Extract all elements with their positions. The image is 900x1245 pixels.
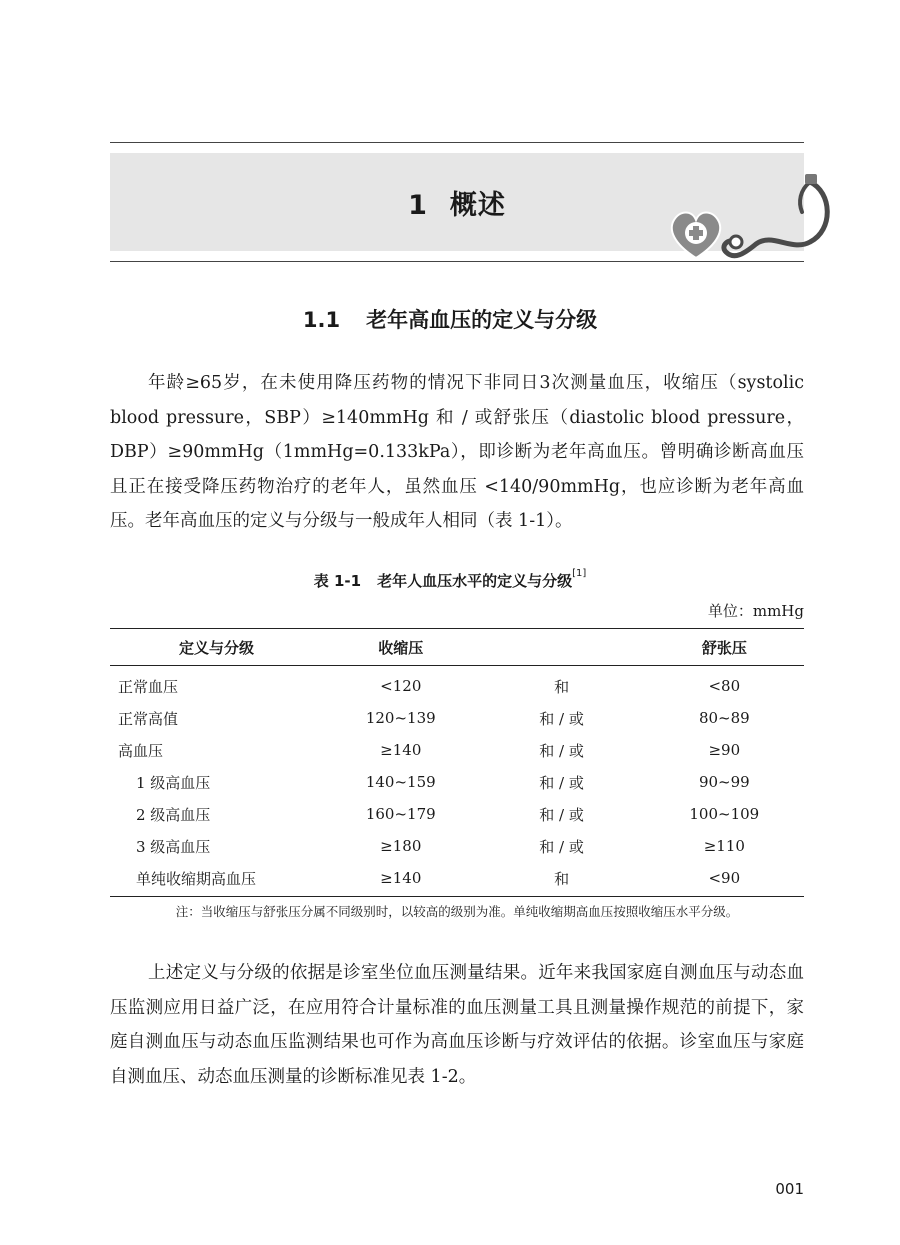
section-title xyxy=(0,304,900,334)
cell-definition: 3 级高血压 xyxy=(136,837,211,856)
cell-diastolic: 100~109 xyxy=(689,805,760,823)
cell-connector: 和 / 或 xyxy=(539,741,584,760)
cell-connector: 和 / 或 xyxy=(539,805,584,824)
cell-diastolic: 90~99 xyxy=(698,773,750,791)
table-note: 注：当收缩压与舒张压分属不同级别时，以较高的级别为准。单纯收缩期高血压按照收缩压水平分级。 xyxy=(175,904,739,919)
cell-systolic: 140~159 xyxy=(365,773,436,791)
header-definition: 定义与分级 xyxy=(110,629,323,666)
cell-connector: 和 xyxy=(554,677,570,696)
table-row xyxy=(110,702,804,734)
table-caption xyxy=(0,570,900,591)
table-title: 老年人血压水平的定义与分级 xyxy=(377,572,573,590)
cell-definition: 2 级高血压 xyxy=(136,805,211,824)
cell-connector: 和 / 或 xyxy=(539,773,584,792)
cell-diastolic: ≥110 xyxy=(703,837,745,855)
cell-diastolic: 80~89 xyxy=(698,709,750,727)
header-connector xyxy=(479,629,645,666)
cell-systolic: ≥140 xyxy=(380,741,422,759)
cell-systolic: 120~139 xyxy=(365,709,436,727)
cell-diastolic: <80 xyxy=(708,677,741,695)
paragraph-measurement-basis: 上述定义与分级的依据是诊室坐位血压测量结果。近年来我国家庭自测血压与动态血压监测应用日益广泛，在应用符合计量标准的血压测量工具且测量操作规范的前提下，家庭自测血压与动态血压监测结果也可作为高血压诊断与疗效评估的依据。诊室血压与家庭自测血压、动态血压测量的诊断标准见表 1-2。 xyxy=(110,963,804,1087)
cell-systolic: ≥180 xyxy=(380,837,422,855)
header-systolic: 收缩压 xyxy=(323,629,479,666)
table-row xyxy=(110,734,804,766)
cell-definition: 正常血压 xyxy=(118,677,179,696)
stethoscope-heart-icon xyxy=(660,172,840,264)
table-reference: [1] xyxy=(572,568,587,579)
cell-systolic: ≥140 xyxy=(323,862,479,897)
table-row xyxy=(110,798,804,830)
table-row xyxy=(110,862,804,897)
table-row xyxy=(110,766,804,798)
table-row xyxy=(110,830,804,862)
cell-diastolic: <90 xyxy=(645,862,804,897)
table-row xyxy=(110,666,804,703)
page-number: 001 xyxy=(775,1180,804,1198)
cell-connector: 和 / 或 xyxy=(539,709,584,728)
table-header-row xyxy=(110,629,804,666)
section-number: 1.1 xyxy=(302,308,341,332)
cell-connector: 和 / 或 xyxy=(539,837,584,856)
table-number: 表 1-1 xyxy=(313,572,362,590)
cell-systolic: 160~179 xyxy=(365,805,436,823)
header-diastolic: 舒张压 xyxy=(645,629,804,666)
cell-systolic: <120 xyxy=(380,677,422,695)
cell-connector: 和 xyxy=(479,862,645,897)
section-title-text: 老年高血压的定义与分级 xyxy=(366,308,598,332)
cell-definition: 1 级高血压 xyxy=(136,773,211,792)
chapter-title-text: 概述 xyxy=(449,190,506,221)
cell-definition: 单纯收缩期高血压 xyxy=(110,862,323,897)
paragraph-definition: 年龄≥65岁，在未使用降压药物的情况下非同日3次测量血压，收缩压（systolic blood pressure，SBP）≥140mmHg 和 / 或舒张压（diastolic blood pressure，DBP）≥90mmHg（1mmHg=0.133kPa），即诊断为老年高血压。曾明确诊断高血压且正在接受降压药物治疗的老年人，虽然血压 <140/90mmHg，也应诊断为老年高血压。老年高血压的定义与分级与一般成年人相同（表 1-1）。 xyxy=(110,373,804,531)
cell-diastolic: ≥90 xyxy=(708,741,741,759)
cell-definition: 正常高值 xyxy=(118,709,179,728)
chapter-number: 1 xyxy=(408,190,428,221)
table-unit: 单位：mmHg xyxy=(707,602,804,620)
cell-definition: 高血压 xyxy=(118,741,164,760)
bp-classification-table xyxy=(110,628,804,897)
